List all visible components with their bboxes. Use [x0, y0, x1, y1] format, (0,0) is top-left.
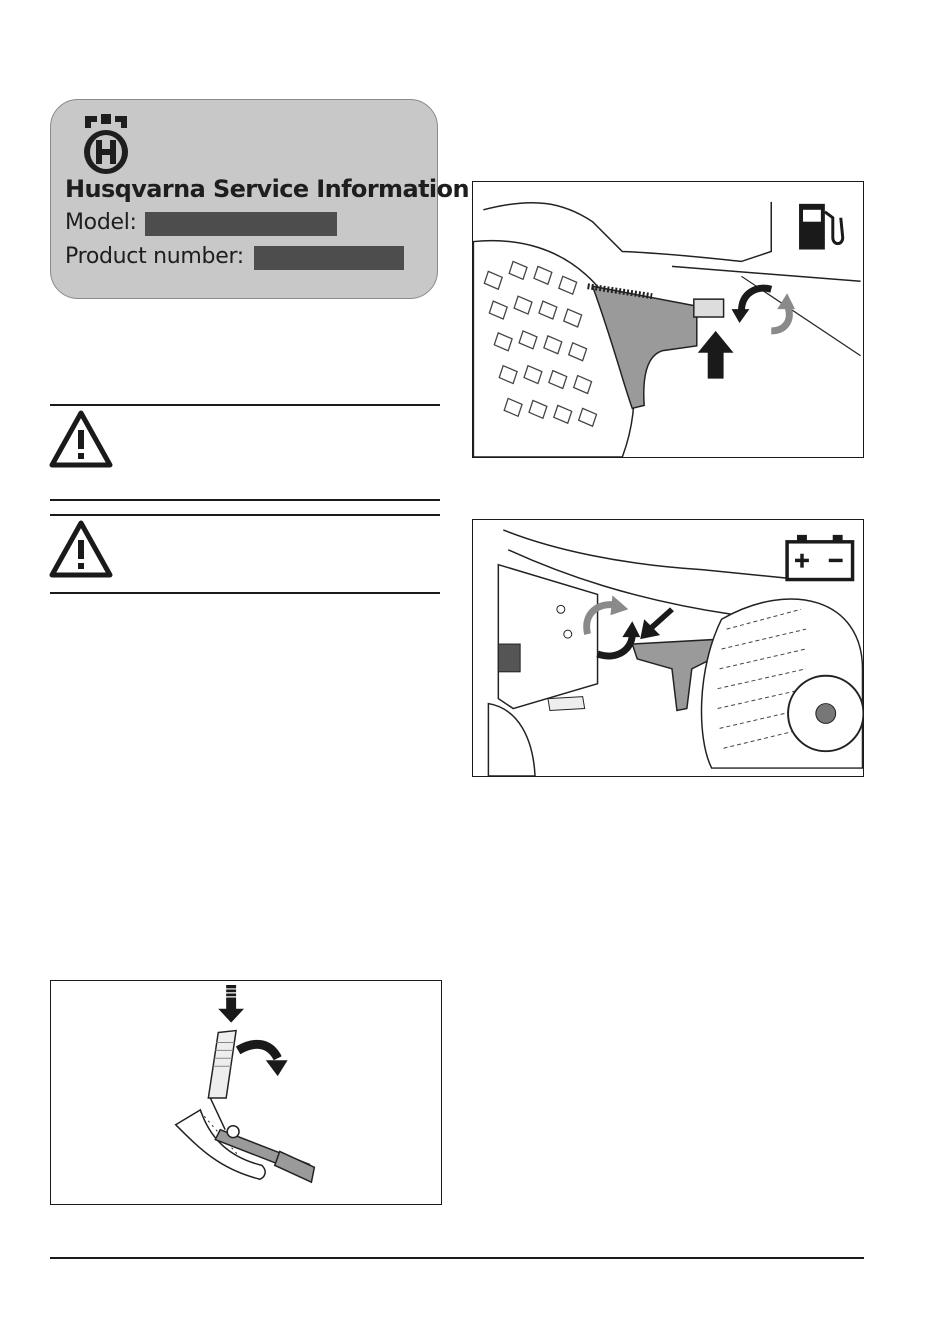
fuel-side-illustration — [473, 182, 863, 457]
warning-top-rule — [50, 404, 440, 406]
model-redacted-value — [145, 212, 337, 236]
lever-illustration — [51, 981, 441, 1204]
lever-adjustment-figure — [50, 980, 442, 1205]
warning-bottom-rule — [50, 499, 440, 501]
footer-rule — [50, 1257, 864, 1259]
brand-title: Husqvarna Service Information — [65, 175, 469, 203]
warning-top-rule — [50, 514, 440, 516]
product-number-redacted-value — [254, 246, 404, 270]
fuel-side-adjustment-figure — [472, 181, 864, 458]
husqvarna-logo-icon — [77, 112, 135, 176]
warning-bottom-rule — [50, 592, 440, 594]
warning-triangle-icon — [49, 410, 113, 468]
warning-triangle-icon — [49, 520, 113, 578]
battery-side-illustration — [473, 520, 863, 776]
product-number-label: Product number: — [65, 244, 244, 269]
model-label: Model: — [65, 210, 137, 235]
fuel-pump-icon — [799, 204, 843, 250]
battery-side-adjustment-figure — [472, 519, 864, 777]
battery-icon — [787, 535, 852, 580]
service-info-label — [50, 99, 469, 299]
